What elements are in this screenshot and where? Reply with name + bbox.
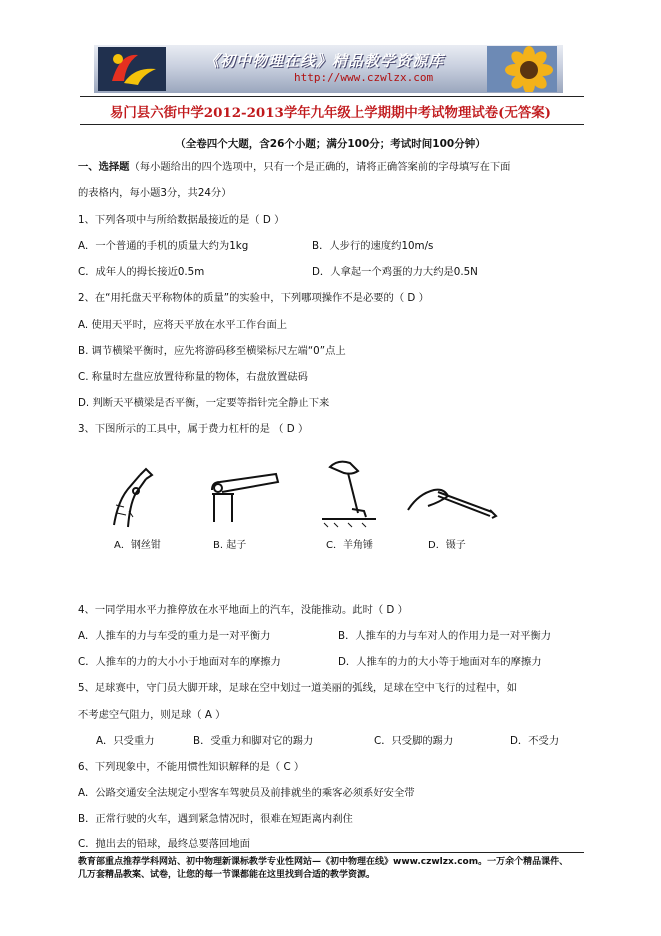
bottle-opener-icon [206,470,282,528]
q2-option-a: A. 使用天平时，应将天平放在水平工作台面上 [78,319,288,331]
q4-option-c: C．人推车的力的大小小于地面对车的摩擦力 [78,656,281,668]
section1-header [78,160,510,174]
section1-instruction-1: （每小题给出的四个选项中，只有一个是正确的，请将正确答案前的字母填写在下面 [129,161,511,173]
q2-option-c: C. 称量时左盘应放置待称量的物体，右盘放置砝码 [78,371,308,383]
banner-url[interactable]: http://www.czwlzx.com [294,71,434,84]
q5-option-d: D．不受力 [510,735,560,747]
pliers-icon [100,465,172,533]
banner-slogan: 《初中物理在线》精品教学资源库 [204,52,445,70]
footer-line-2: 几万套精品教案、试卷，让您的每一节课都能在这里找到合适的教学资源。 [78,870,376,880]
q3-caption-d: D．镊子 [428,540,466,551]
q4-option-b: B．人推车的力与车对人的作用力是一对平衡力 [338,630,552,642]
title-rule [80,124,584,125]
site-logo-icon [98,47,166,91]
q1-option-b: B．人步行的速度约10m/s [312,240,434,252]
q6-option-b: B．正常行驶的火车，遇到紧急情况时，很难在短距离内刹住 [78,813,353,825]
q1-stem: 1、下列各项中与所给数据最接近的是（ D ） [78,214,285,226]
q2-option-b: B. 调节横梁平衡时，应先将游码移至横梁标尺左端“0”点上 [78,345,346,357]
q5-stem-2: 不考虑空气阻力，则足球（ A ） [78,709,226,721]
q4-stem: 4、一同学用水平力推停放在水平地面上的汽车，没能推动。此时（ D ） [78,604,408,616]
tweezers-icon [404,476,500,524]
q5-option-c: C．只受脚的踢力 [374,735,454,747]
section1-heading: 一、选择题 [78,161,130,173]
section1-instruction-2: 的表格内，每小题3分，共24分） [78,187,232,199]
q6-option-a: A．公路交通安全法规定小型客车驾驶员及前排就坐的乘客必须系好安全带 [78,787,415,799]
q5-option-a: A．只受重力 [96,735,155,747]
q1-option-c: C．成年人的拇长接近0.5m [78,266,205,278]
q2-option-d: D. 判断天平横梁是否平衡，一定要等指针完全静止下来 [78,397,330,409]
header-banner [94,45,563,93]
footer-line-1: 教育部重点推荐学科网站、初中物理新课标教学专业性网站—《初中物理在线》www.czwlzx.com。一万余个精品课件、 [78,857,569,867]
sunflower-icon [487,46,557,92]
exam-subtitle: （全卷四个大题，含26个小题；满分100分；考试时间100分钟） [175,138,486,150]
q1-option-a: A．一个普通的手机的质量大约为1kg [78,240,249,252]
q6-option-c: C．抛出去的铅球，最终总要落回地面 [78,838,250,850]
q3-caption-a: A．钢丝钳 [114,540,161,551]
q5-stem-1: 5、足球赛中，守门员大脚开球，足球在空中划过一道美丽的弧线，足球在空中飞行的过程中，如 [78,682,518,694]
header-rule [80,96,584,97]
q3-caption-c: C．羊角锤 [326,540,373,551]
exam-title: 易门县六街中学2012-2013学年九年级上学期期中考试物理试卷(无答案) [110,105,551,121]
q3-stem: 3、下图所示的工具中，属于费力杠杆的是 （ D ） [78,423,309,435]
q4-option-a: A．人推车的力与车受的重力是一对平衡力 [78,630,271,642]
q3-caption-b: B. 起子 [213,540,247,551]
q6-stem: 6、下列现象中，不能用惯性知识解释的是（ C ） [78,761,305,773]
footer-rule [80,852,584,853]
q5-option-b: B．受重力和脚对它的踢力 [193,735,314,747]
q4-option-d: D．人推车的力的大小等于地面对车的摩擦力 [338,656,542,668]
q2-stem: 2、在“用托盘天平称物体的质量”的实验中，下列哪项操作不是必要的（ D ） [78,292,429,304]
q1-option-d: D．人拿起一个鸡蛋的力大约是0.5N [312,266,478,278]
claw-hammer-icon [318,455,380,531]
